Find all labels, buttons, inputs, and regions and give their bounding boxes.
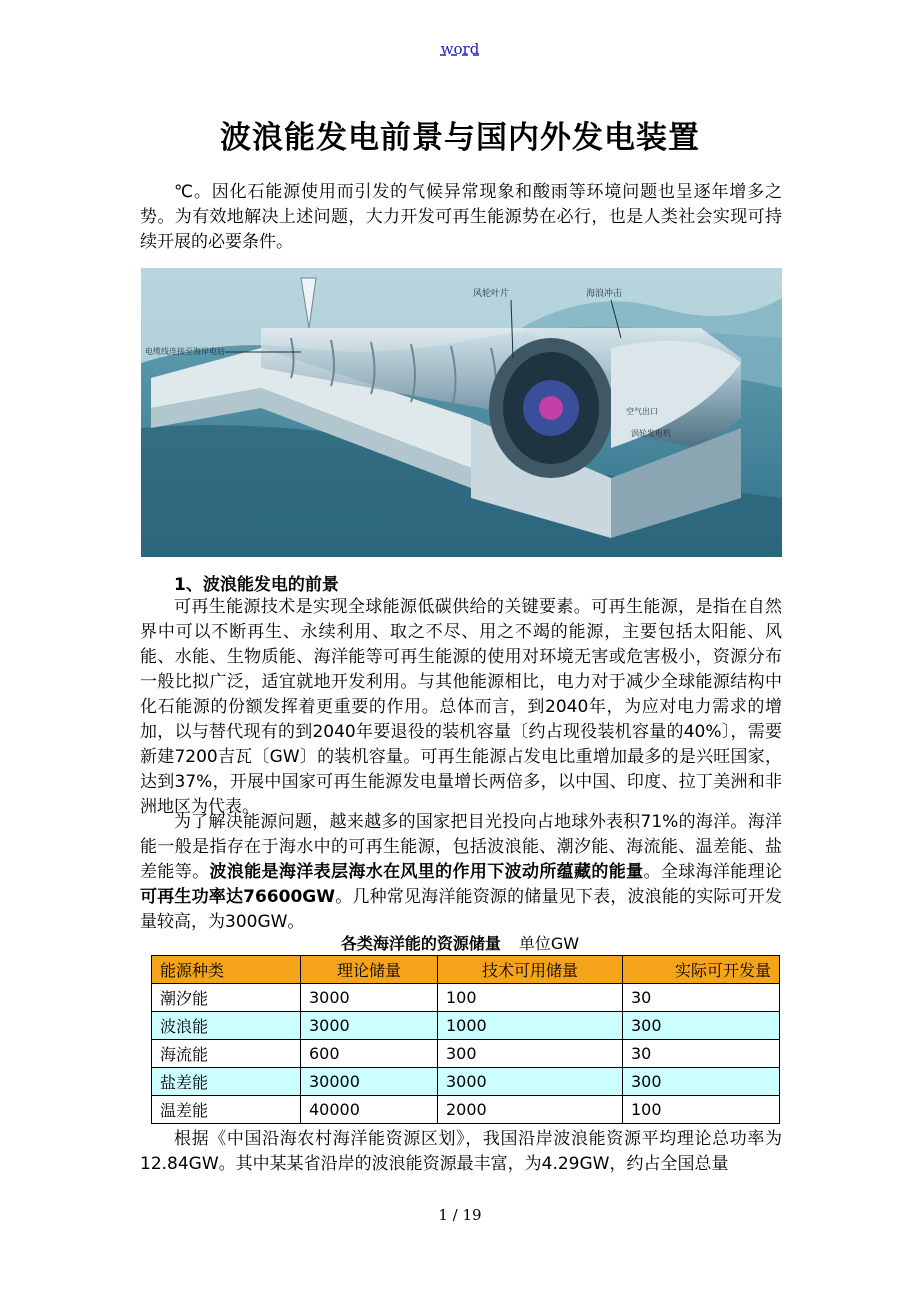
wave-energy-device-illustration — [141, 268, 782, 557]
callout-3: 电缆线连接至海岸电站 — [145, 347, 225, 356]
table-cell: 3000 — [301, 1012, 438, 1040]
page-number: 1 / 19 — [438, 1206, 482, 1224]
table-cell: 盐差能 — [152, 1068, 301, 1096]
table-cell: 波浪能 — [152, 1012, 301, 1040]
resource-distribution-paragraph: 根据《中国沿海农村海洋能资源区划》，我国沿岸波浪能资源平均理论总功率为12.84GW。其中某某省沿岸的波浪能资源最丰富，为4.29GW，约占全国总量 — [140, 1129, 782, 1174]
table-cell: 300 — [438, 1040, 623, 1068]
col-header-practical: 实际可开发量 — [623, 956, 780, 984]
table-row — [152, 1012, 780, 1040]
table-cell: 300 — [623, 1012, 780, 1040]
table-cell: 600 — [301, 1040, 438, 1068]
table-cell: 潮汐能 — [152, 984, 301, 1012]
callout-1: 风轮叶片 — [473, 289, 510, 299]
table-row — [152, 1096, 780, 1124]
callout-2: 海浪冲击 — [586, 289, 623, 299]
table-row — [152, 1040, 780, 1068]
ocean-energy-reserves-table — [151, 955, 780, 1124]
table-cell: 40000 — [301, 1096, 438, 1124]
col-header-theoretical: 理论储量 — [301, 956, 438, 984]
table-cell: 30 — [623, 1040, 780, 1068]
table-cell: 3000 — [438, 1068, 623, 1096]
callout-4: 空气出口 — [626, 407, 658, 416]
table-cell: 温差能 — [152, 1096, 301, 1124]
callout-5: 涡轮发电机 — [631, 429, 671, 438]
table-cell: 海流能 — [152, 1040, 301, 1068]
prospects-paragraph: 可再生能源技术是实现全球能源低碳供给的关键要素。可再生能源，是指在自然界中可以不断再生、永续利用、取之不尽、用之不竭的能源，主要包括太阳能、风能、水能、生物质能、海洋能等可再生能源的使用对环境无害或危害极小，资源分布一般比拟广泛，适宜就地开发利用。与其他能源相比，电力对于减少全球能源结构中化石能源的份额发挥着更重要的作用。总体而言，到2040年，为应对电力需求的增加，以与替代现有的到2040年要退役的装机容量〔约占现役装机容量的40%〕，需要新建7200吉瓦〔GW〕的装机容量。可再生能源占发电比重增加最多的是兴旺国家，达到37%，开展中国家可再生能源发电量增长两倍多，以中国、印度、拉丁美洲和非洲地区为代表。 — [140, 597, 782, 817]
col-header-technical: 技术可用储量 — [438, 956, 623, 984]
ocean-energy-paragraph: 为了解决能源问题，越来越多的国家把目光投向占地球外表积71%的海洋。海洋能一般是指存在于海水中的可再生能源，包括波浪能、潮汐能、海流能、温差能、盐差能等。波浪能是海洋表层海水在风里的作用下波动所蕴藏的能量。全球海洋能理论可再生功率达76600GW。几种常见海洋能资源的储量见下表，波浪能的实际可开发量较高，为300GW。 — [140, 812, 783, 932]
col-header-type: 能源种类 — [152, 956, 301, 984]
table-cell: 30 — [623, 984, 780, 1012]
table-row — [152, 1068, 780, 1096]
table-cell: 1000 — [438, 1012, 623, 1040]
table-row — [152, 984, 780, 1012]
document-title: 波浪能发电前景与国内外发电装置 — [220, 120, 700, 156]
table-header-row — [152, 956, 780, 984]
table-cell: 100 — [438, 984, 623, 1012]
header-word-link[interactable]: word — [440, 40, 480, 58]
table-cell: 30000 — [301, 1068, 438, 1096]
table-caption: 各类海洋能的资源储量 单位GW — [340, 934, 580, 953]
intro-paragraph: ℃。因化石能源使用而引发的气候异常现象和酸雨等环境问题也呈逐年增多之势。为有效地解决上述问题，大力开发可再生能源势在必行，也是人类社会实现可持续开展的必要条件。 — [140, 182, 782, 252]
table-cell: 2000 — [438, 1096, 623, 1124]
table-cell: 3000 — [301, 984, 438, 1012]
table-cell: 300 — [623, 1068, 780, 1096]
section-heading-prospects: 1、波浪能发电的前景 — [174, 575, 339, 595]
table-cell: 100 — [623, 1096, 780, 1124]
